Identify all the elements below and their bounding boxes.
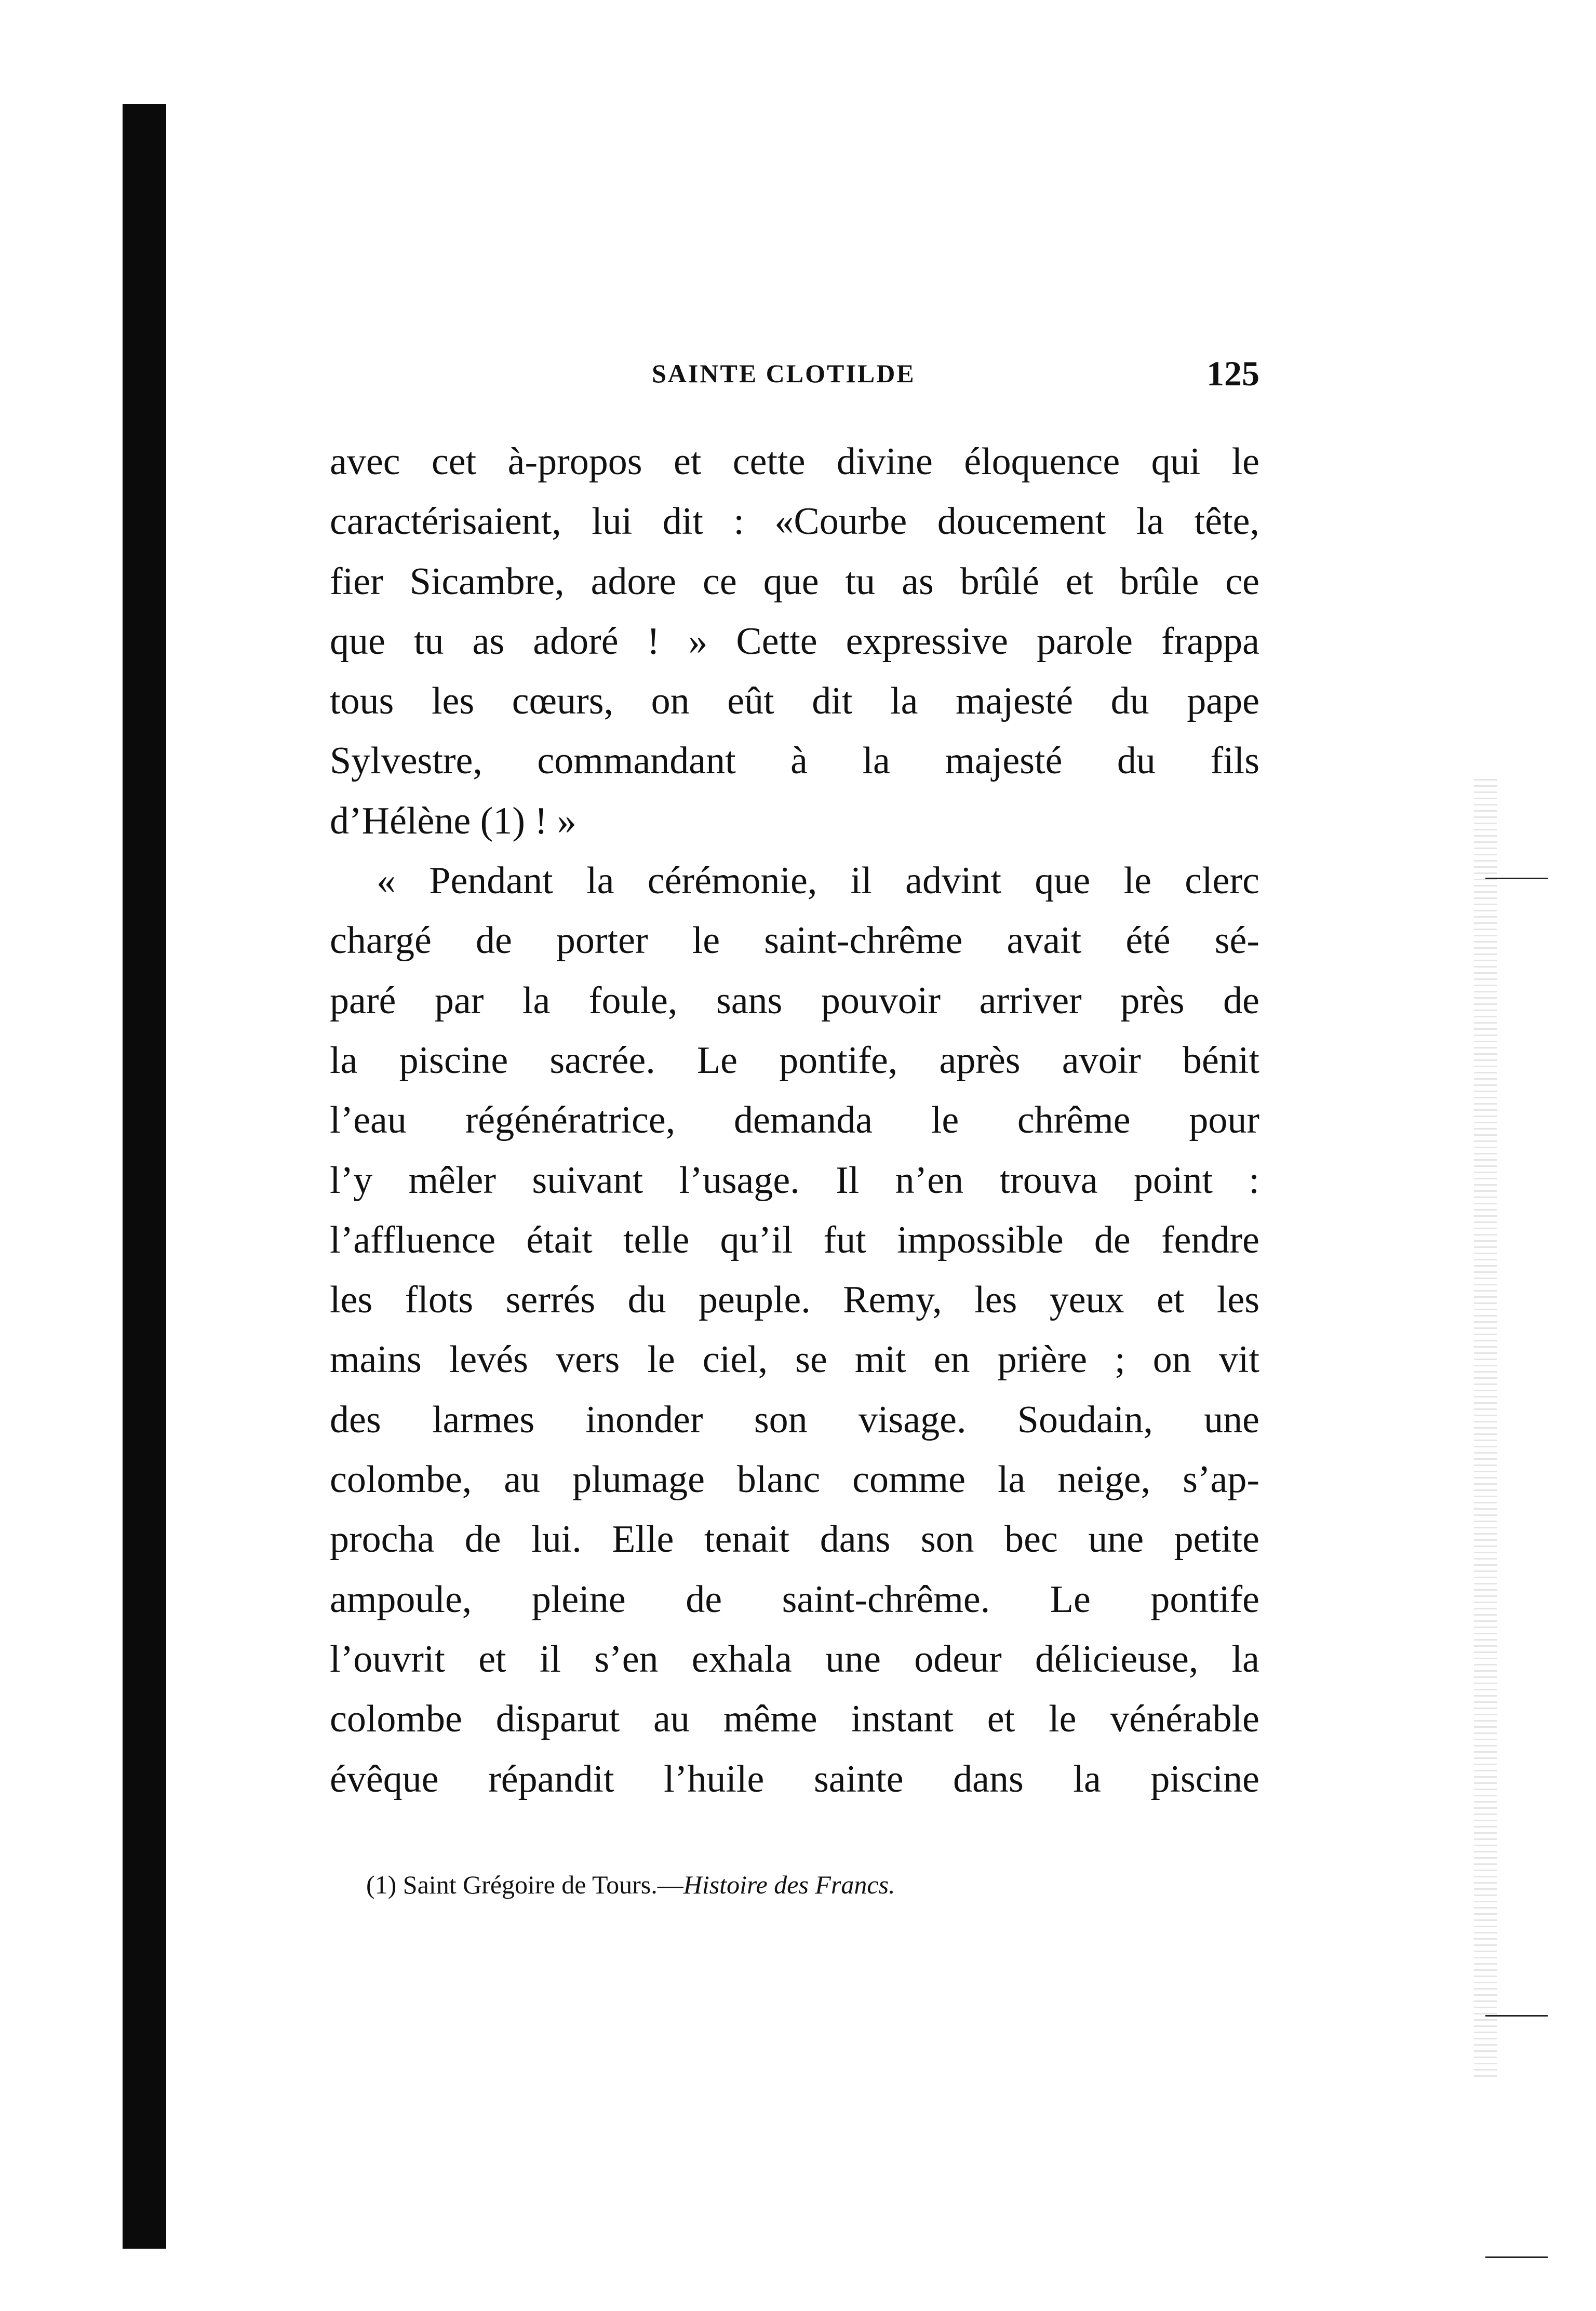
binding-shadow [123, 104, 166, 2249]
text-line: évêque répandit l’huile sainte dans la piscine [330, 1757, 1259, 1801]
footnote-text: (1) Saint Grégoire de Tours.— [366, 1870, 683, 1899]
running-head: SAINTE CLOTILDE [652, 359, 916, 388]
text-line: avec cet à-propos et cette divine éloquence qui le [330, 440, 1259, 483]
footnote-title: Histoire des Francs. [683, 1870, 895, 1899]
text-line: Sylvestre, commandant à la majesté du fils [330, 740, 1259, 783]
text-line: l’affluence était telle qu’il fut impossible de fendre [330, 1218, 1259, 1261]
text-line: procha de lui. Elle tenait dans son bec une petite [330, 1518, 1259, 1561]
page-number: 125 [1206, 354, 1259, 393]
page-header [330, 353, 1259, 395]
text-line: fier Sicambre, adore ce que tu as brûlé et brûle ce [330, 560, 1259, 603]
body-text [330, 432, 1259, 1809]
edge-mark [1485, 878, 1548, 879]
text-line: la piscine sacrée. Le pontife, après avoir bénit [330, 1039, 1259, 1082]
edge-mark [1485, 2256, 1548, 2258]
edge-mark [1485, 2015, 1548, 2017]
text-line: que tu as adoré ! » Cette expressive parole frappa [330, 620, 1259, 663]
text-line: ampoule, pleine de saint-chrême. Le pontife [330, 1578, 1259, 1621]
page-edge-right [1474, 779, 1497, 2077]
text-line: mains levés vers le ciel, se mit en prière ; on vit [330, 1338, 1259, 1381]
footnote [366, 1870, 895, 1900]
text-line: chargé de porter le saint-chrême avait été sé- [330, 919, 1259, 962]
text-line: l’y mêler suivant l’usage. Il n’en trouva point : [330, 1159, 1259, 1202]
text-line: des larmes inonder son visage. Soudain, une [330, 1398, 1259, 1441]
text-line: colombe disparut au même instant et le vénérable [330, 1698, 1259, 1741]
text-line: les flots serrés du peuple. Remy, les yeux et les [330, 1279, 1259, 1322]
text-line: tous les cœurs, on eût dit la majesté du pape [330, 680, 1259, 723]
text-line: caractérisaient, lui dit : «Courbe doucement la tête, [330, 500, 1259, 543]
text-line: l’eau régénératrice, demanda le chrême pour [330, 1099, 1259, 1142]
text-line: « Pendant la cérémonie, il advint que le clerc [377, 859, 1259, 903]
text-line: d’Hélène (1) ! » [330, 799, 576, 842]
text-line: colombe, au plumage blanc comme la neige, s’ap- [330, 1458, 1259, 1501]
text-line: paré par la foule, sans pouvoir arriver près de [330, 979, 1259, 1022]
text-line: l’ouvrit et il s’en exhala une odeur délicieuse, la [330, 1637, 1259, 1681]
